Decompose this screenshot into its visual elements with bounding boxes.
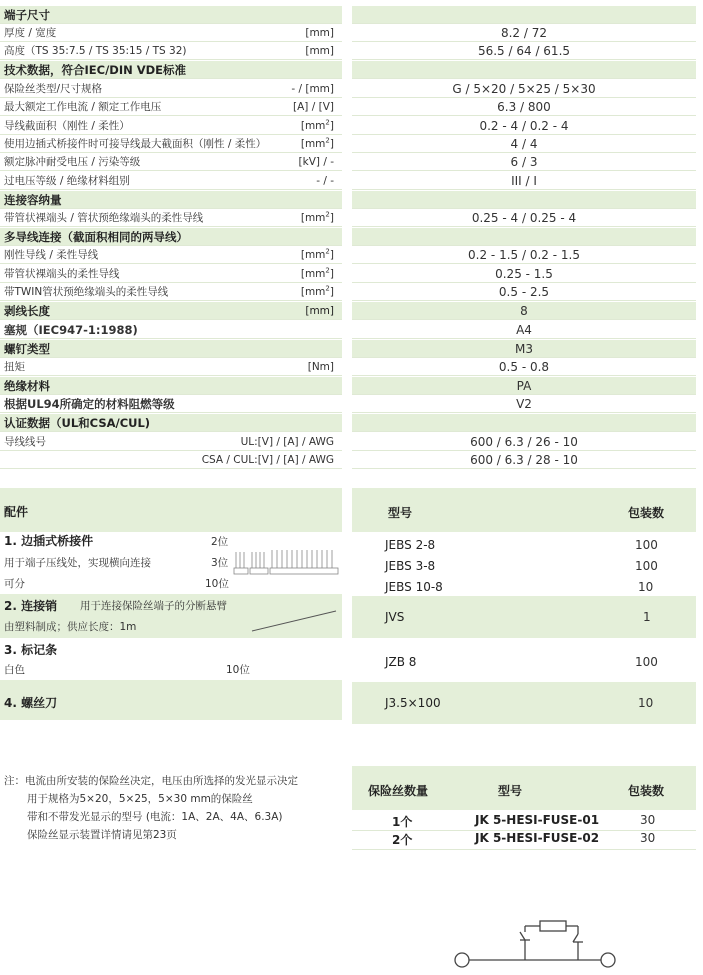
- fuse-col-pack: 包装数: [628, 784, 665, 798]
- spec-row: [0, 302, 342, 320]
- spec-row: [0, 191, 342, 209]
- spec-label: 最大额定工作电流 / 额定工作电压: [4, 101, 162, 113]
- spec-row: [0, 228, 342, 246]
- spec-value: 0.25 - 4 / 0.25 - 4: [352, 209, 696, 227]
- spec-label: 带管状裸端头的柔性导线: [4, 268, 120, 280]
- spec-value: [352, 61, 696, 79]
- item3-desc: 白色: [4, 664, 25, 676]
- spec-label: 多导线连接（截面积相同的两导线）: [4, 230, 188, 244]
- spec-unit: $[mm^2]$: [300, 118, 334, 132]
- item1-desc-divisible: 可分: [4, 578, 25, 590]
- spec-label: 连接容纳量: [4, 193, 62, 207]
- col-pack-label: 包装数: [628, 506, 665, 520]
- spec-unit: $[mm^2]$: [300, 266, 334, 280]
- item1-pos-10: 10位: [205, 578, 229, 590]
- spec-label: 导线线号: [4, 436, 46, 448]
- spec-row: [0, 172, 342, 190]
- item4-pack: 10: [638, 696, 654, 710]
- spec-value: V2: [352, 395, 696, 413]
- item1-type-3: JEBS 10-8: [385, 580, 443, 594]
- col-type-label: 型号: [388, 506, 413, 520]
- spec-label: 厚度 / 宽度: [4, 27, 57, 39]
- spec-row: [0, 6, 342, 24]
- spec-row: [0, 42, 342, 60]
- item1-pos-2: 2位: [211, 536, 229, 548]
- fuse-qty: 2个: [392, 833, 413, 847]
- spec-label: 扭矩: [4, 361, 25, 373]
- spec-unit: - / -: [316, 175, 334, 187]
- spec-value: 0.25 - 1.5: [352, 265, 696, 283]
- spec-row: [0, 24, 342, 42]
- item1-pos-3: 3位: [211, 557, 229, 569]
- spec-row: [0, 153, 342, 171]
- spec-value: A4: [352, 321, 696, 339]
- item1-type-2: JEBS 3-8: [385, 559, 436, 573]
- spec-unit: [kV] / -: [298, 156, 334, 168]
- spec-value: [352, 414, 696, 432]
- item2-note: 用于连接保险丝端子的分断悬臂: [80, 600, 227, 612]
- item3-pack: 100: [635, 655, 658, 669]
- fuse-col-type: 型号: [498, 784, 523, 798]
- spec-label: 塞规（IEC947-1:1988): [4, 323, 138, 337]
- spec-row: [0, 377, 342, 395]
- spec-label: 技术数据，符合IEC/DIN VDE标准: [4, 63, 187, 77]
- note-line: 带和不带发光显示的型号 (电流：1A、2A、4A、6.3A): [27, 811, 283, 823]
- spec-unit: [A] / [V]: [293, 101, 334, 113]
- spec-value: 0.5 - 0.8: [352, 358, 696, 376]
- spec-value: [352, 191, 696, 209]
- spec-row: [0, 98, 342, 116]
- spec-value: 56.5 / 64 / 61.5: [352, 42, 696, 60]
- spec-value: 600 / 6.3 / 26 - 10: [352, 433, 696, 451]
- spec-unit: CSA / CUL:[V] / [A] / AWG: [201, 454, 334, 466]
- spec-row: [0, 340, 342, 358]
- spec-row: [0, 246, 342, 264]
- fuse-type: JK 5-HESI-FUSE-01: [475, 813, 600, 827]
- spec-label: 额定脉冲耐受电压 / 污染等级: [4, 156, 141, 168]
- spec-value: 6 / 3: [352, 153, 696, 171]
- spec-row: [0, 283, 342, 301]
- spec-row: [0, 80, 342, 98]
- item1-title: 1. 边插式桥接件: [4, 534, 94, 548]
- spec-label: 导线截面积（刚性 / 柔性）: [4, 120, 130, 132]
- spec-row: [0, 395, 342, 413]
- spec-value: [352, 228, 696, 246]
- spec-row: [0, 135, 342, 153]
- spec-value: 8.2 / 72: [352, 24, 696, 42]
- item1-desc: 用于端子压线处，实现横向连接: [4, 557, 151, 569]
- note-line: 用于规格为5×20，5×25，5×30 mm的保险丝: [27, 793, 253, 805]
- spec-unit: $[mm^2]$: [300, 247, 334, 261]
- spec-row: [0, 265, 342, 283]
- spec-unit: [Nm]: [307, 361, 334, 373]
- spec-value: G / 5×20 / 5×25 / 5×30: [352, 80, 696, 98]
- fuse-col-qty: 保险丝数量: [368, 784, 429, 798]
- spec-row: [0, 117, 342, 135]
- spec-value: PA: [352, 377, 696, 395]
- spec-value: III / I: [352, 172, 696, 190]
- spec-label: 根据UL94所确定的材料阻燃等级: [4, 397, 175, 411]
- spec-label: 高度（TS 35:7.5 / TS 35:15 / TS 32): [4, 45, 187, 57]
- item1-type-1: JEBS 2-8: [385, 538, 436, 552]
- item3-type: JZB 8: [385, 655, 417, 669]
- spec-value: 0.2 - 4 / 0.2 - 4: [352, 117, 696, 135]
- item1-pack-1: 100: [635, 538, 658, 552]
- spec-unit: [mm]: [305, 305, 334, 317]
- spec-unit: $[mm^2]$: [300, 210, 334, 224]
- spec-unit: [mm]: [305, 45, 334, 57]
- item4-title: 4. 螺丝刀: [4, 696, 58, 710]
- fuse-pack: 30: [640, 831, 656, 845]
- pin-illustration: [250, 608, 340, 634]
- spec-label: 螺钉类型: [4, 342, 50, 356]
- item3-pos: 10位: [226, 664, 250, 676]
- spec-value: 0.2 - 1.5 / 0.2 - 1.5: [352, 246, 696, 264]
- item2-pack: 1: [643, 610, 651, 624]
- spec-value: 6.3 / 800: [352, 98, 696, 116]
- spec-label: 端子尺寸: [4, 8, 50, 22]
- spec-row: [0, 451, 342, 469]
- accessories-header-band: [0, 488, 342, 532]
- item2-type: JVS: [385, 610, 405, 624]
- spec-value: 0.5 - 2.5: [352, 283, 696, 301]
- fuse-qty: 1个: [392, 815, 413, 829]
- bridge-illustration: [232, 544, 342, 578]
- spec-label: 过电压等级 / 绝缘材料组别: [4, 175, 130, 187]
- note-line: 注：电流由所安装的保险丝决定，电压由所选择的发光显示决定: [4, 775, 298, 787]
- accessories-title: 配件: [4, 505, 29, 519]
- spec-value: 8: [352, 302, 696, 320]
- spec-row: [0, 433, 342, 451]
- spec-label: 保险丝类型/尺寸规格: [4, 83, 103, 95]
- spec-row: [0, 414, 342, 432]
- spec-unit: [mm]: [305, 27, 334, 39]
- fuse-type: JK 5-HESI-FUSE-02: [475, 831, 600, 845]
- item1-pack-3: 10: [638, 580, 654, 594]
- item2-desc: 由塑料制成；供应长度：1m: [4, 621, 137, 633]
- spec-value: [352, 6, 696, 24]
- spec-label: 使用边插式桥接件时可接导线最大截面积（刚性 / 柔性）: [4, 138, 267, 150]
- spec-label: 剥线长度: [4, 304, 50, 318]
- spec-value: 600 / 6.3 / 28 - 10: [352, 451, 696, 469]
- spec-unit: UL:[V] / [A] / AWG: [240, 436, 334, 448]
- spec-row: [0, 321, 342, 339]
- item2-title: 2. 连接销: [4, 599, 58, 613]
- spec-row: [0, 358, 342, 376]
- fuse-pack: 30: [640, 813, 656, 827]
- fuse-terminal-symbol: [450, 912, 620, 972]
- spec-row: [0, 61, 342, 79]
- spec-unit: $[mm^2]$: [300, 284, 334, 298]
- spec-unit: $[mm^2]$: [300, 136, 334, 150]
- spec-unit: - / [mm]: [291, 83, 334, 95]
- spec-value: 4 / 4: [352, 135, 696, 153]
- spec-label: 绝缘材料: [4, 379, 50, 393]
- item1-pack-2: 100: [635, 559, 658, 573]
- spec-label: 认证数据（UL和CSA/CUL): [4, 416, 151, 430]
- spec-label: 刚性导线 / 柔性导线: [4, 249, 99, 261]
- spec-value: M3: [352, 340, 696, 358]
- item3-title: 3. 标记条: [4, 643, 58, 657]
- spec-label: 带管状裸端头 / 管状预绝缘端头的柔性导线: [4, 212, 204, 224]
- spec-row: [0, 209, 342, 227]
- spec-label: 带TWIN管状预绝缘端头的柔性导线: [4, 286, 169, 298]
- note-line: 保险丝显示装置详情请见第23页: [27, 829, 177, 841]
- item4-type: J3.5×100: [385, 696, 441, 710]
